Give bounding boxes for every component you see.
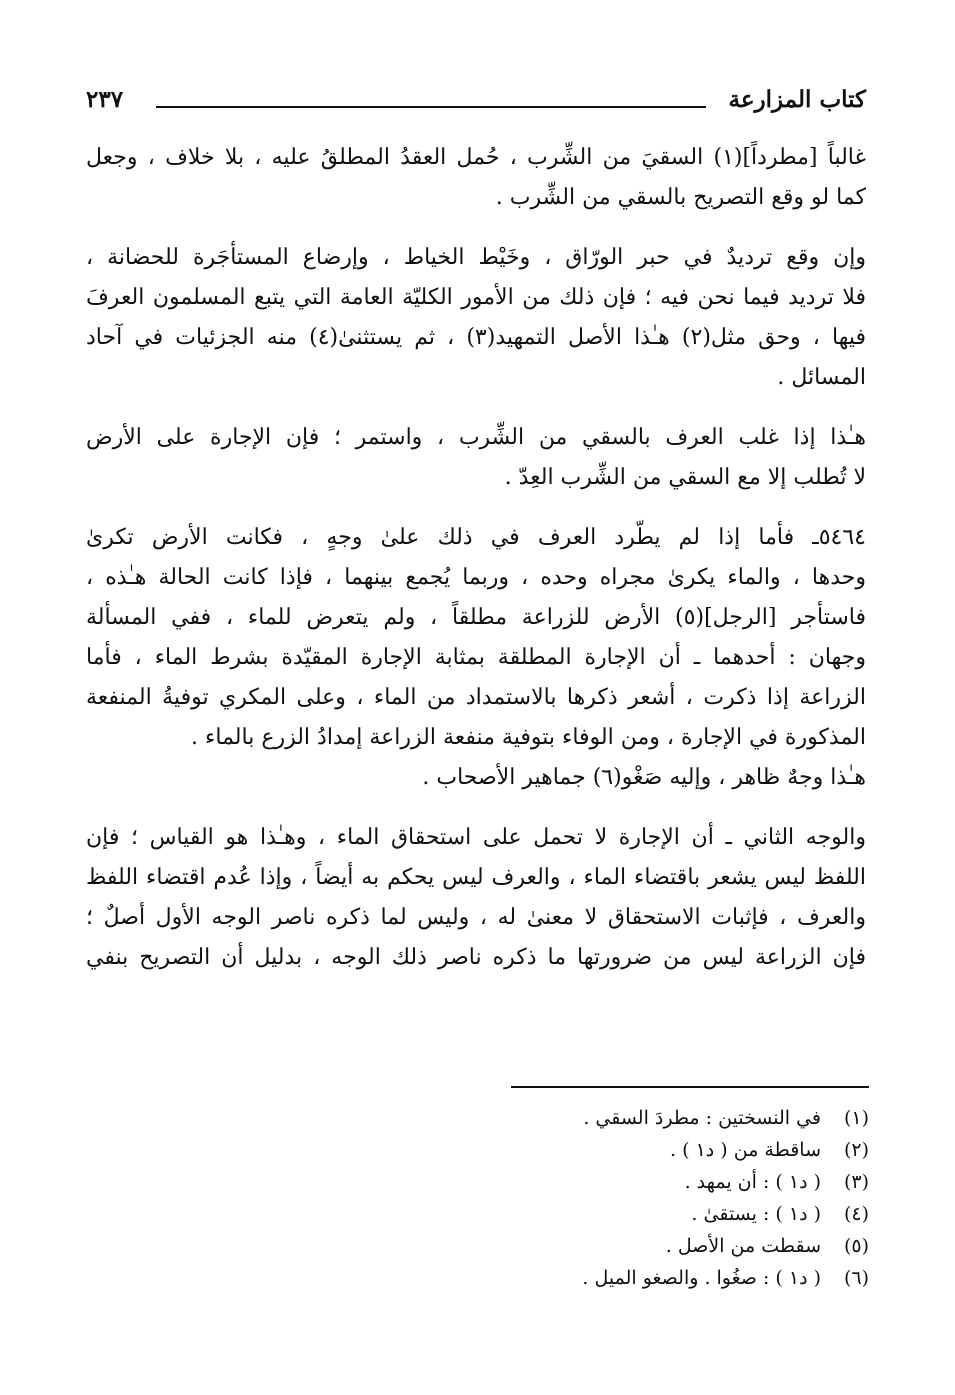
footnote-text: في النسختين : مطردَ السقي . <box>583 1107 821 1129</box>
footnote-number: (٣) <box>843 1171 869 1193</box>
paragraph-3 <box>86 418 866 498</box>
footnote <box>89 1262 869 1294</box>
footnote-number: (٤) <box>843 1203 869 1225</box>
text-line: وحدها ، والماء يكرىٰ مجراه وحده ، وربما يُجمع بينهما ، فإذا كانت الحالة هـٰذه ، <box>86 565 866 590</box>
text-line: وجهان : أحدهما ـ أن الإجارة المطلقة بمثابة الإجارة المقيّدة بشرط الماء ، فأما <box>86 645 866 670</box>
footnote-text: ساقطة من ( د١ ) . <box>670 1139 821 1161</box>
page-number: ٢٣٧ <box>86 86 124 113</box>
footnote-number: (٥) <box>843 1235 869 1257</box>
text-line: ٥٤٦٤ـ فأما إذا لم يطّرد العرف في ذلك علىٰ وجهٍ ، فكانت الأرض تكرىٰ <box>86 525 866 550</box>
footnote-number: (٦) <box>843 1267 869 1289</box>
paragraph-1 <box>86 138 866 218</box>
page-header <box>86 84 866 124</box>
running-title: كتاب المزارعة <box>728 86 866 113</box>
paragraph-4 <box>86 518 866 798</box>
text-line: كما لو وقع التصريح بالسقي من الشِّرب . <box>495 185 866 210</box>
paragraph-5 <box>86 818 866 978</box>
paragraph-gap <box>86 218 866 238</box>
text-line: الزراعة إذا ذكرت ، أشعر ذكرها بالاستمداد من الماء ، وعلى المكري توفيةُ المنفعة <box>86 685 866 710</box>
text-line: والعرف ، فإثبات الاستحقاق لا معنىٰ له ، وليس لما ذكره ناصر الوجه الأول أصلٌ ؛ <box>86 905 866 930</box>
footnote-number: (٢) <box>843 1139 869 1161</box>
footnote <box>89 1198 869 1230</box>
text-line: هـٰذا وجهٌ ظاهر ، وإليه صَغْو(٦) جماهير الأصحاب . <box>422 765 866 790</box>
footnote <box>89 1166 869 1198</box>
footnote <box>89 1134 869 1166</box>
paragraph-gap <box>86 498 866 518</box>
text-line: المسائل . <box>777 365 866 390</box>
footnote <box>89 1102 869 1134</box>
text-line: والوجه الثاني ـ أن الإجارة لا تحمل على استحقاق الماء ، وهـٰذا هو القياس ؛ فإن <box>86 825 866 850</box>
footnote <box>89 1230 869 1262</box>
text-line: غالباً [مطرداً](١) السقيَ من الشِّرب ، حُمل العقدُ المطلقُ عليه ، بلا خلاف ، وجعل <box>86 145 866 170</box>
footnote-text: ( د١ ) : صغُوا . والصغو الميل . <box>582 1267 821 1289</box>
footnote-rule <box>511 1086 869 1088</box>
text-line: اللفظ ليس يشعر باقتضاء الماء ، والعرف ليس يحكم به أيضاً ، وإذا عُدم اقتضاء اللفظ <box>86 865 866 890</box>
text-line: فاستأجر [الرجل](٥) الأرض للزراعة مطلقاً ، ولم يتعرض للماء ، ففي المسألة <box>86 605 866 630</box>
footnote-number: (١) <box>843 1107 869 1129</box>
text-line: لا تُطلب إلا مع السقي من الشِّرب العِدّ . <box>504 465 866 490</box>
footnote-text: ( د١ ) : يستقىٰ . <box>691 1203 821 1225</box>
text-line: هـٰذا إذا غلب العرف بالسقي من الشِّرب ، واستمر ؛ فإن الإجارة على الأرض <box>86 425 866 450</box>
paragraph-gap <box>86 398 866 418</box>
paragraph-2 <box>86 238 866 398</box>
body-text <box>86 138 866 978</box>
footnote-text: سقطت من الأصل . <box>665 1235 821 1257</box>
paragraph-gap <box>86 798 866 818</box>
footnote-text: ( د١ ) : أن يمهد . <box>684 1171 821 1193</box>
text-line: فإن الزراعة ليس من ضرورتها ما ذكره ناصر ذلك الوجه ، بدليل أن التصريح بنفي <box>86 945 866 970</box>
footnotes <box>89 1102 869 1294</box>
text-line: فلا ترديد فيما نحن فيه ؛ فإن ذلك من الأمور الكليّة العامة التي يتبع المسلمون العرفَ <box>86 285 866 310</box>
text-line: وإن وقع ترديدٌ في حبر الورّاق ، وخَيْط الخياط ، وإرضاع المستأجَرة للحضانة ، <box>86 245 866 270</box>
text-line: فيها ، وحق مثل(٢) هـٰذا الأصل التمهيد(٣) ، ثم يستثنىٰ(٤) منه الجزئيات في آحاد <box>86 325 866 350</box>
text-line: المذكورة في الإجارة ، ومن الوفاء بتوفية منفعة الزراعة إمدادُ الزرع بالماء . <box>191 725 866 750</box>
header-rule <box>156 106 706 108</box>
